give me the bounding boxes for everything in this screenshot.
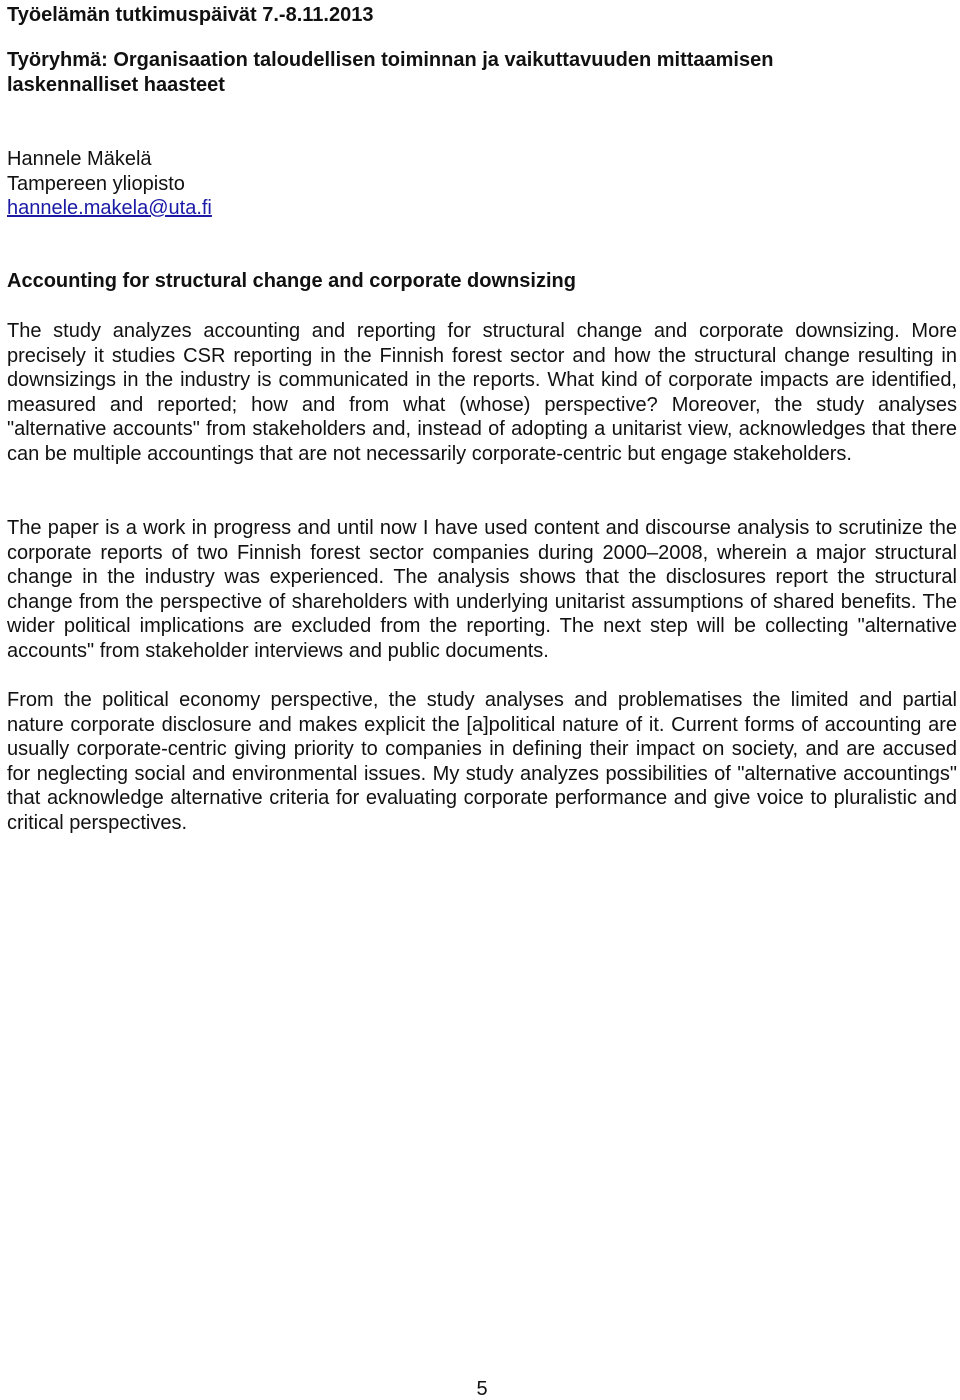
author-name: Hannele Mäkelä [7, 148, 152, 170]
paper-title: Accounting for structural change and corporate downsizing [7, 270, 576, 292]
page-number-text: 5 [476, 1378, 488, 1400]
author-email-link[interactable]: hannele.makela@uta.fi [7, 197, 212, 219]
author-affiliation: Tampereen yliopisto [7, 172, 185, 195]
author-block [7, 147, 212, 221]
page-number [0, 1378, 960, 1400]
abstract-paragraph-2: The paper is a work in progress and until now I have used content and discourse analysis to scrutinize the corporate reports of two Finnish forest sector companies during 2000–2008, wherein a major structural change in the industry was experienced. The analysis shows that the disclosures report the structural change from the perspective of shareholders with underlying unitarist assumptions of shared benefits. The wider political implications are excluded from the reporting. The next step will be collecting "alternative accounts" from stakeholder interviews and public documents. [7, 517, 957, 662]
workgroup-title: Työryhmä: Organisaation taloudellisen toiminnan ja vaikuttavuuden mittaamisen laskennalliset haasteet [7, 49, 774, 96]
abstract-paragraph-1: The study analyzes accounting and reporting for structural change and corporate downsizing. More precisely it studies CSR reporting in the Finnish forest sector and how the structural change resulting in downsizings in the industry is communicated in the reports. What kind of corporate impacts are identified, measured and reported; how and from what (whose) perspective? Moreover, the study analyses "alternative accounts" from stakeholders and, instead of adopting a unitarist view, acknowledges that there can be multiple accountings that are not necessarily corporate-centric but engage stakeholders. [7, 320, 957, 465]
abstract-paragraph-3: From the political economy perspective, the study analyses and problematises the limited and partial nature corporate disclosure and makes explicit the [a]political nature of it. Current forms of accounting are usually corporate-centric giving priority to companies in defining their impact on society, and are accused for neglecting social and environmental issues. My study analyzes possibilities of "alternative accountings" that acknowledge alternative criteria for evaluating corporate performance and give voice to pluralistic and critical perspectives. [7, 689, 957, 834]
conference-title: Työelämän tutkimuspäivät 7.-8.11.2013 [7, 4, 374, 26]
